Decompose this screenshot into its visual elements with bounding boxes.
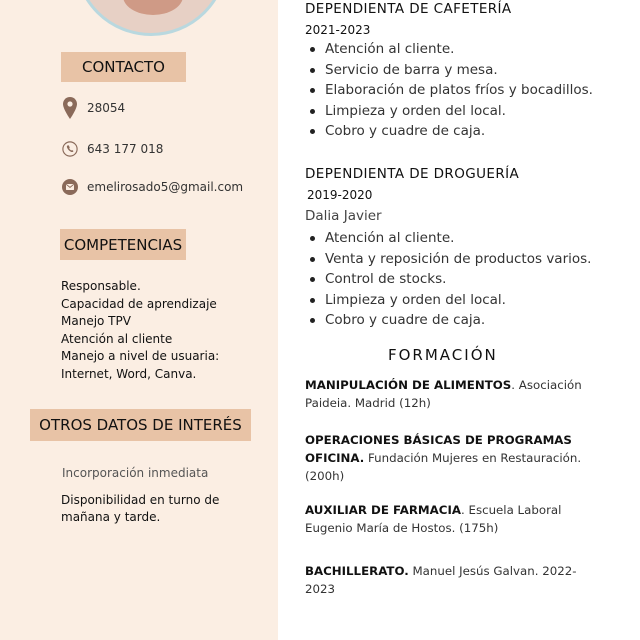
phone-icon xyxy=(62,141,78,157)
contact-heading: CONTACTO xyxy=(61,52,186,82)
email-icon xyxy=(62,179,78,195)
education-item xyxy=(305,376,595,412)
skill-item: Responsable. xyxy=(61,279,141,293)
sidebar xyxy=(0,0,278,640)
postal-code-row xyxy=(62,100,125,116)
skills-heading: COMPETENCIAS xyxy=(60,229,186,260)
skill-item: Internet, Word, Canva. xyxy=(61,366,197,381)
education-heading: FORMACIÓN xyxy=(388,346,498,364)
job-tasks xyxy=(308,228,591,331)
course-name: AUXILIAR DE FARMACIA xyxy=(305,503,461,517)
task-item: Servicio de barra y mesa. xyxy=(308,60,593,81)
skills-list xyxy=(61,278,219,383)
education-item xyxy=(305,501,595,537)
email-row xyxy=(62,179,243,195)
task-item: Atención al cliente. xyxy=(308,228,591,249)
availability-text: Incorporación inmediata xyxy=(62,466,209,480)
course-name: OPERACIONES BÁSICAS DE PROGRAMAS OFICINA. xyxy=(305,433,572,465)
location-pin-icon xyxy=(62,100,78,116)
phone-row xyxy=(62,141,163,157)
task-item: Venta y reposición de productos varios. xyxy=(308,249,591,270)
task-item: Control de stocks. xyxy=(308,269,591,290)
job-tasks xyxy=(308,39,593,142)
postal-code: 28054 xyxy=(87,101,126,115)
course-name: MANIPULACIÓN DE ALIMENTOS xyxy=(305,378,512,392)
task-item: Elaboración de platos fríos y bocadillos. xyxy=(308,80,593,101)
task-item: Limpieza y orden del local. xyxy=(308,290,591,311)
course-name: BACHILLERATO. xyxy=(305,564,409,578)
phone-number[interactable]: 643 177 018 xyxy=(87,142,164,156)
email-address[interactable]: emelirosado5@gmail.com xyxy=(87,180,244,194)
skill-item: Capacidad de aprendizaje xyxy=(61,296,217,311)
task-item: Cobro y cuadre de caja. xyxy=(308,121,593,142)
job-company: Dalia Javier xyxy=(305,208,382,224)
task-item: Limpieza y orden del local. xyxy=(308,101,593,122)
course-detail: Fundación Mujeres en Restauración. (200h) xyxy=(305,451,582,483)
skill-item: Atención al cliente xyxy=(61,331,173,346)
education-item xyxy=(305,431,595,485)
course-detail: . Asociación Paideia. Madrid (12h) xyxy=(305,378,582,410)
course-detail: Manuel Jesús Galvan. 2022-2023 xyxy=(305,564,577,596)
task-item: Atención al cliente. xyxy=(308,39,593,60)
job-title: DEPENDIENTA DE CAFETERÍA xyxy=(305,1,512,17)
other-info-heading: OTROS DATOS DE INTERÉS xyxy=(30,409,251,441)
education-item xyxy=(305,562,595,598)
skill-item: Manejo TPV xyxy=(61,314,131,328)
job-title: DEPENDIENTA DE DROGUERÍA xyxy=(305,166,520,182)
job-years: 2021-2023 xyxy=(305,23,371,37)
task-item: Cobro y cuadre de caja. xyxy=(308,310,591,331)
skill-item: Manejo a nivel de usuaria: xyxy=(61,349,220,363)
schedule-text: Disponibilidad en turno de mañana y tarde. xyxy=(61,493,220,524)
job-years: 2019-2020 xyxy=(307,188,373,202)
course-detail: . Escuela Laboral Eugenio María de Hostos. (175h) xyxy=(305,503,562,535)
profile-photo xyxy=(74,0,228,36)
